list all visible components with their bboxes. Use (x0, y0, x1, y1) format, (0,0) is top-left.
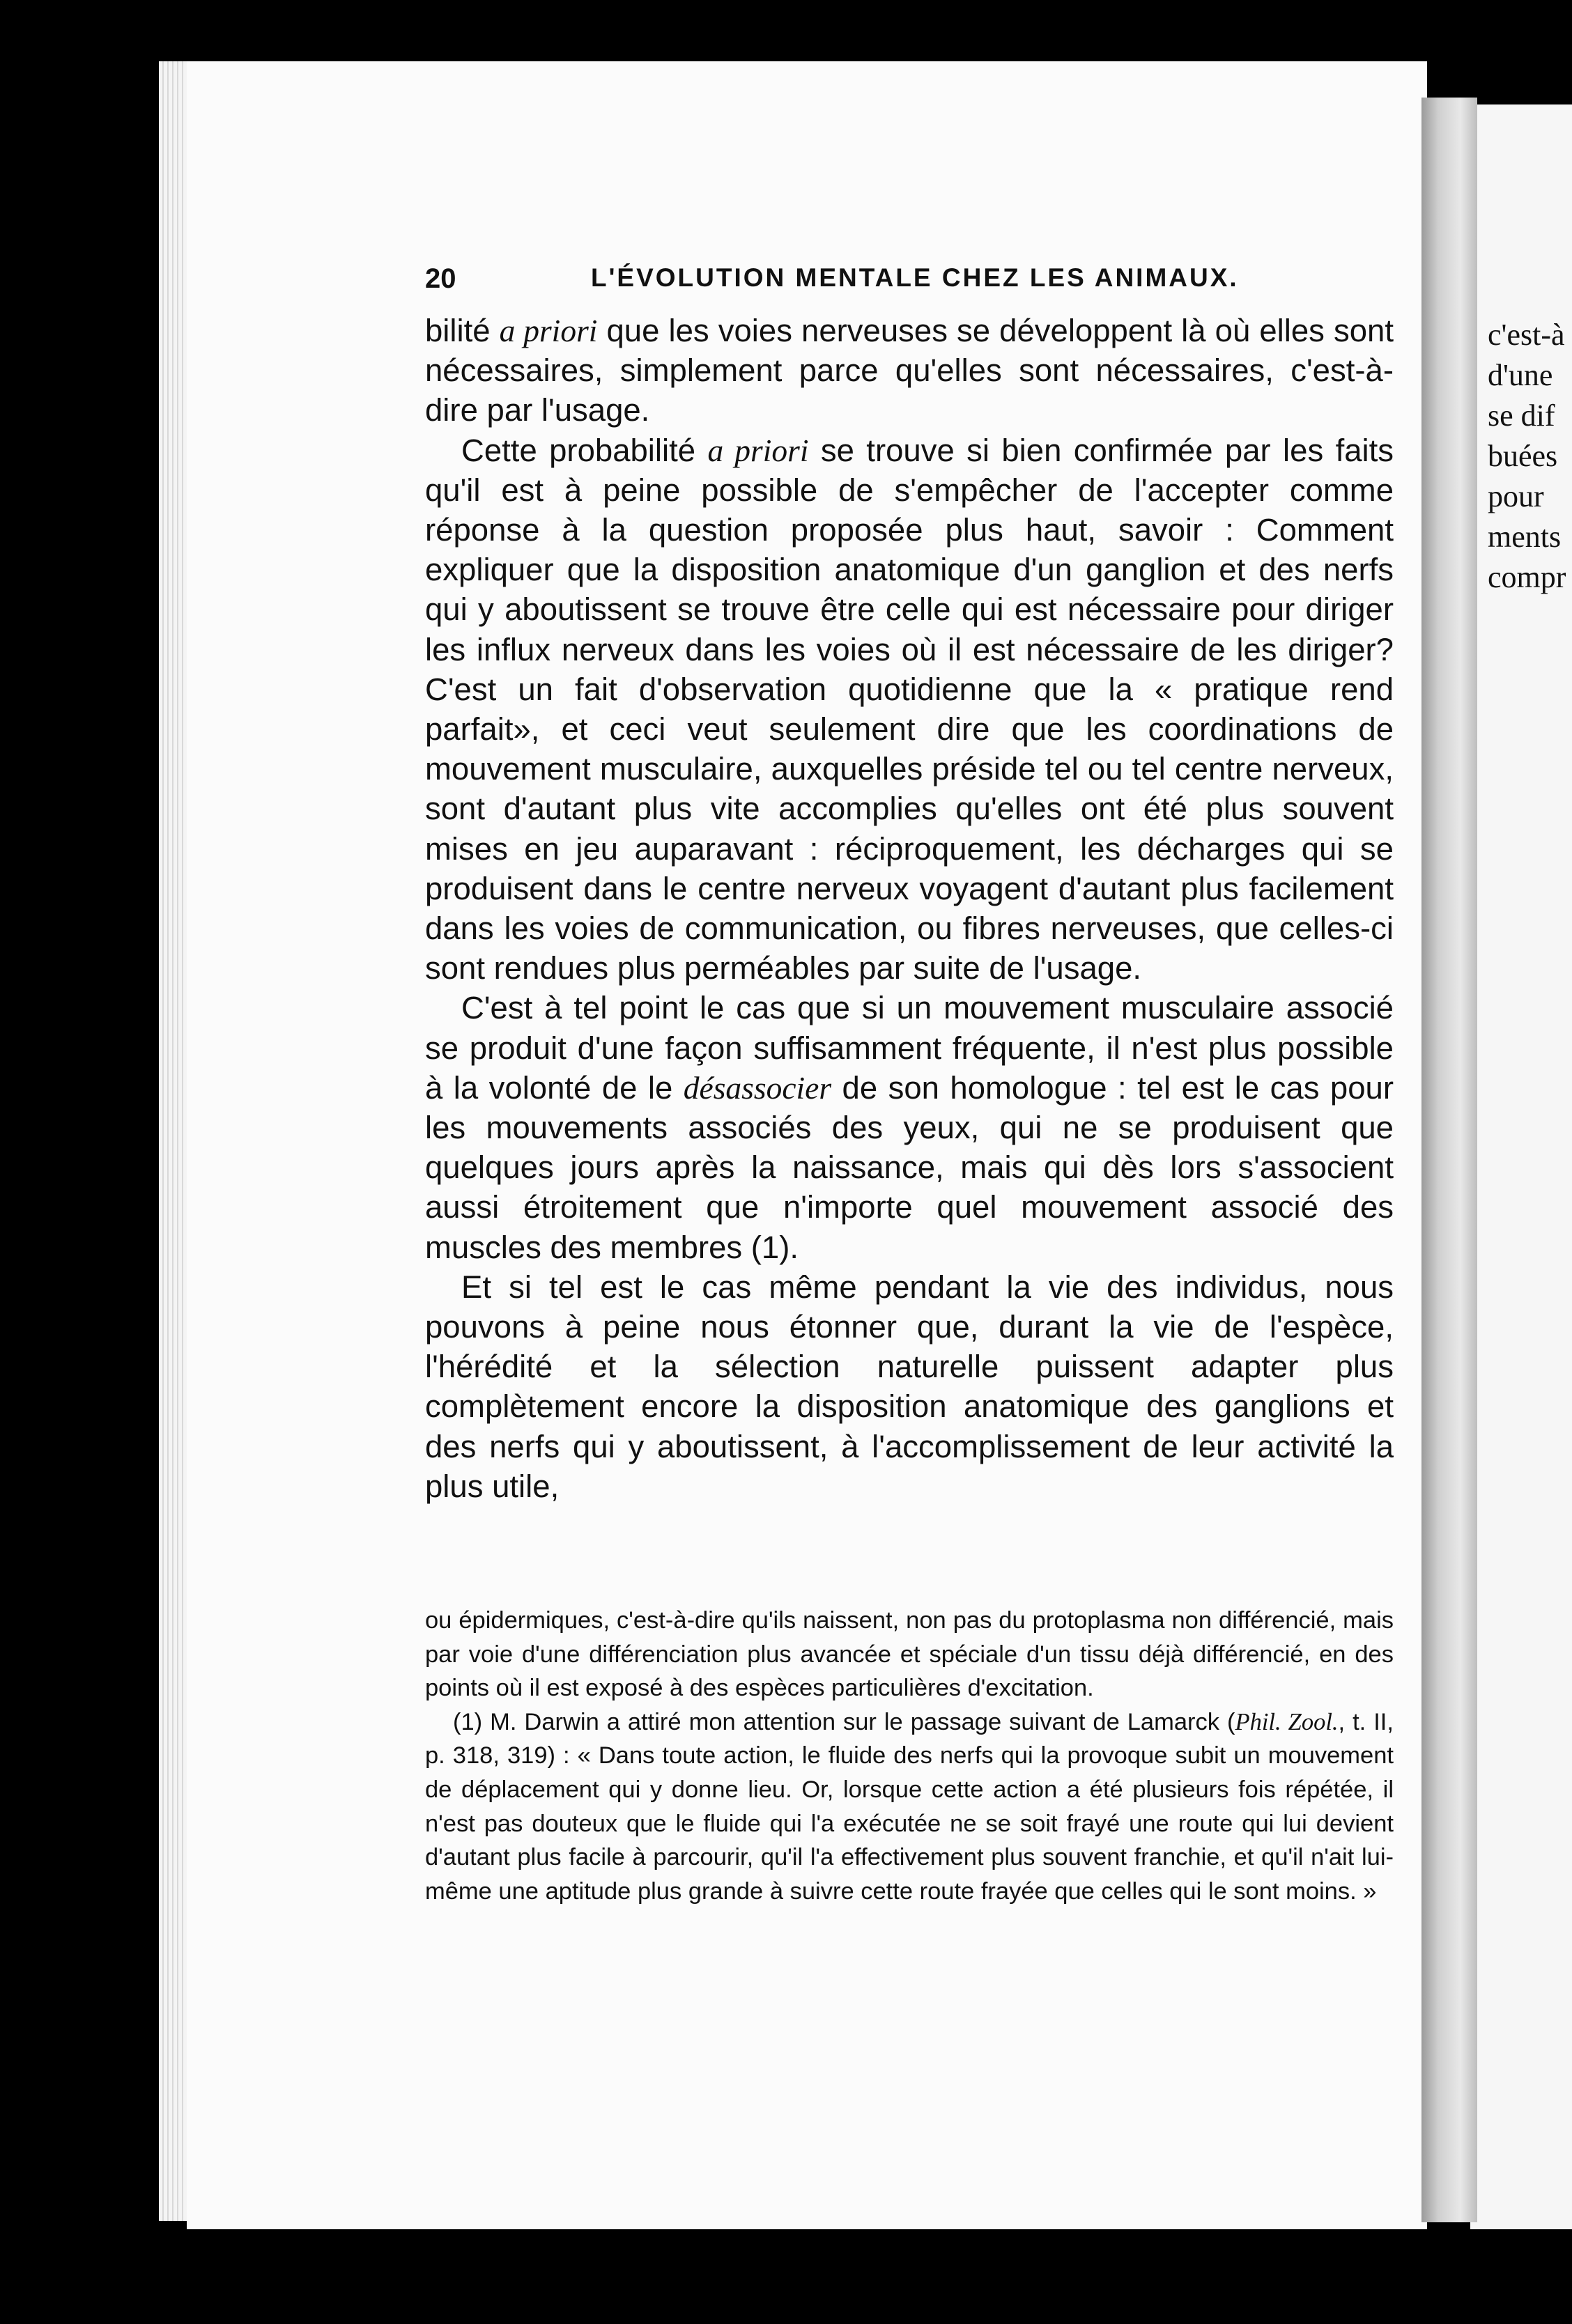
next-page-line: pour (1488, 479, 1544, 513)
next-page-line: compr (1488, 560, 1566, 594)
next-page-line: c'est-à (1488, 318, 1565, 352)
footnote-continuation: ou épidermiques, c'est-à-dire qu'ils naissent, non pas du protoplasma non différencié, mais par voie d'une différenciation plus avancée et spéciale d'un tissu déjà différencié, en des points où il est exposé à des espèces particulières d'excitation. (425, 1607, 1394, 1702)
paragraph (425, 988, 1394, 1266)
main-text (425, 311, 1394, 1506)
paragraph (425, 431, 1394, 989)
footnotes (425, 1604, 1394, 1908)
text-run: se trouve si bien confirmée par les faits qu'il est à peine possible de s'empêcher de l'accepter comme réponse à la question proposée plus haut, savoir : Comment expliquer que la disposition anatomique d'un ganglion et des nerfs qui y aboutissent se trouve être celle qui est nécessaire pour diriger les influx nerveux dans les voies où il est nécessaire de les diriger? C'est un fait d'observation quotidienne que la « pratique rend parfait», et ceci veut seulement dire que les coordinations de mouvement musculaire, auxquelles préside tel ou tel centre nerveux, sont d'autant plus vite accomplies qu'elles ont été plus souvent mises en jeu auparavant : réciproquement, les décharges qui se produisent dans le centre nerveux voyagent d'autant plus facilement dans les voies de communication, ou fibres nerveuses, que celles-ci sont rendues plus perméables par suite de l'usage. (425, 432, 1394, 986)
paragraph (425, 1267, 1394, 1506)
footnote-1 (425, 1705, 1394, 1909)
gutter-shadow (1421, 98, 1477, 2222)
text-run: Cette probabilité (461, 432, 708, 468)
text-run: C'est à tel point le cas que si un mouvement musculaire associé se produit d'une façon suffisamment fréquente, il n'est plus possible à la volonté de le (425, 990, 1394, 1106)
text-run: de son homologue : tel est le cas pour les mouvements associés des yeux, qui ne se produisent que quelques jours après la naissance, mais qui dès lors s'associent aussi étroitement que n'importe quel mouvement associé des muscles des membres (1). (425, 1069, 1394, 1265)
italic-text: a priori (499, 313, 598, 348)
next-page-line: ments (1488, 520, 1562, 554)
text-run: (1) M. Darwin a attiré mon attention sur le passage suivant de Lamarck ( (453, 1708, 1235, 1735)
text-run: , t. II, p. 318, 319) : « Dans toute action, le fluide des nerfs qui la provoque subit un mouvement de déplacement qui y donne lieu. Or, lorsque cette action a été plusieurs fois répétée, il n'est pas douteux que le fluide qui l'a exécutée ne se soit frayé une route qui lui devient d'autant plus facile à parcourir, qu'il l'a effectivement plus souvent franchie, et qu'il n'ait lui-même une aptitude plus grande à suivre cette route frayée que celles qui le sont moins. » (425, 1708, 1394, 1905)
next-page-line: se dif (1488, 398, 1555, 433)
text-run: que les voies nerveuses se développent là où elles sont nécessaires, simplement parce qu'elles sont nécessaires, c'est-à-dire par l'usage. (425, 313, 1394, 428)
next-page-line: buées (1488, 439, 1558, 473)
text-run: bilité (425, 313, 500, 348)
page-number: 20 (425, 263, 456, 294)
italic-text: a priori (707, 432, 809, 468)
italic-text: Phil. Zool. (1235, 1708, 1339, 1735)
italic-text: désassocier (683, 1069, 832, 1106)
text-run: Et si tel est le cas même pendant la vie des individus, nous pouvons à peine nous étonner que, durant la vie de l'espèce, l'hérédité et la sélection naturelle puissent adapter plus complètement encore la disposition anatomique des ganglions et des nerfs qui y aboutissent, à l'accomplissement de leur activité la plus utile, (425, 1269, 1394, 1504)
running-title: L'ÉVOLUTION MENTALE CHEZ LES ANIMAUX. (591, 263, 1239, 292)
paragraph (425, 311, 1394, 431)
next-page-line: d'une (1488, 358, 1553, 392)
